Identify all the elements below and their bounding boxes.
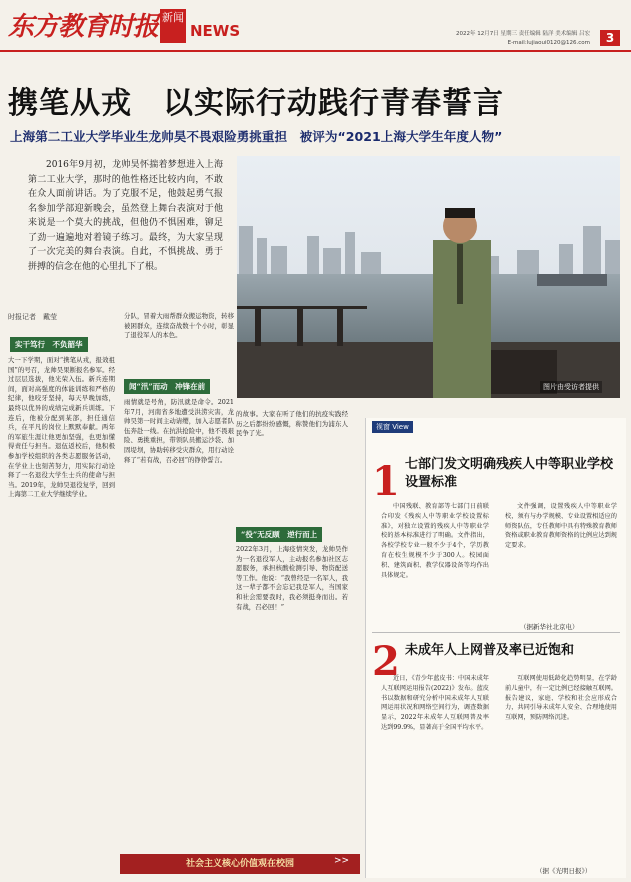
editor-email: E-mail:lujiaoui0120@126.com <box>507 40 590 46</box>
issue-meta <box>330 30 590 48</box>
article-column-1: 大一下学期，面对“携笔从戎，报效祖国”的号召，龙帅昊果断报名参军。经过层层选拔，他光荣入伍。新兵连期间，面对高强度的体能训练和严格的纪律，他咬牙坚持，每天早晚加练，最终以优异的成绩完成新兵训练。下连后，他被分配到某部，担任通信兵，在平凡的岗位上默默奉献。两年的军旅生涯让他更加坚强，也更加懂得责任与担当。退伍返校后，他积极参加学校组织的各类志愿服务活动，在学业上也刻苦努力，用实际行动诠释了一名退役大学生士兵的使命与担当。2019年，龙帅昊退役复学，回到上海第二工业大学继续学业。 <box>8 356 115 499</box>
section-label-en: NEWS <box>190 22 241 40</box>
sidebar-item-1-body-b: 文件强调，设置残疾人中等职业学校，须有与办学规模、专业设置相适应的师资队伍，专任教师中具有特殊教育教师资格或职业教育教师资格的比例应达到规定要求。 <box>505 503 617 550</box>
article-column-3: 2022年3月，上海疫情突发，龙帅昊作为一名退役军人，主动报名参加社区志愿服务，承担核酸检测引导、物资配送等工作。他说：“我曾经是一名军人，我这一辈子都不会忘记我是军人，当国家和社会需要我时，我必须挺身而出。若有战，召必回！” <box>236 545 348 611</box>
masthead-rule <box>0 50 631 52</box>
byline: 时报记者 戴莹 <box>8 313 57 321</box>
issue-date-editors: 2022年 12月7日 星期三 责任编辑 陆洋 美术编辑 吕宏 <box>456 31 590 37</box>
section-label-cn: 新闻 <box>160 9 186 43</box>
article-column-3-top: 的故事。大家在听了他们的抗疫实践经历之后都纷纷感慨，称赞他们为浦东人民争了光。 <box>236 410 348 438</box>
newspaper-logo: 东方教育时报 <box>8 12 159 42</box>
subheadline: 上海第二工业大学毕业生龙帅昊不畏艰险勇挑重担 被评为“2021上海大学生年度人物” <box>10 129 503 144</box>
section-heading-3: “役”无反顾 逆行而上 <box>236 527 322 542</box>
article-column-2: 雨情就是号角，防汛就是命令。2021年7月，河南省多地遭受洪涝灾害，龙帅昊第一时间主动请缨，加入志愿者队伍奔赴一线。在抗洪抢险中，他不畏艰险、勇挑重担，带领队员搬运沙袋、加固堤坝，协助转移受灾群众，用行动诠释了“若有战，召必回”的铮铮誓言。 <box>124 398 234 464</box>
sidebar-item-1-source: （据新华社北京电） <box>520 623 579 631</box>
sidebar-item-2-body-b: 互联网使用低龄化趋势明显，在学龄前儿童中，有一定比例已经接触互联网。报告建议，家庭、学校和社会应形成合力，共同引导未成年人安全、合理地使用互联网，预防网络沉迷。 <box>505 675 617 722</box>
section-heading-1: 实干笃行 不负韶华 <box>10 337 88 352</box>
photo-illustration <box>237 156 620 398</box>
article-photo <box>237 156 620 398</box>
sidebar-item-1-title: 七部门发文明确残疾人中等职业学校设置标准 <box>405 457 614 490</box>
intro-paragraph: 2016年9月初，龙帅昊怀揣着梦想进入上海第二工业大学，那时的他性格还比较内向，不敢在众人面前讲话。为了克服不足，他鼓起勇气报名参加学部迎新晚会，虽然登上舞台表演对于他来说是一个莫大的挑战，但他仍不惧困难，铆足了劲一遍遍地对着镜子练习。最终，为大家呈现了一次完美的舞台表演。自此，不惧挑战、勇于拼搏的信念在他的心里扎下了根。 <box>28 160 223 272</box>
sidebar-item-2-body-a: 近日，《青少年蓝皮书：中国未成年人互联网运用报告(2022)》发布。蓝皮书以数据和研究分析中国未成年人互联网运用状况和网络空间行为，调查数据显示，2022年未成年人互联网普及率达到99.9%，显著高于全国平均水平。 <box>381 675 489 731</box>
sidebar-tag: 视窗 View <box>372 421 413 433</box>
sidebar-item-2-source: （据《光明日报》） <box>536 867 592 875</box>
headline: 携笔从戎 以实际行动践行青春誓言 <box>8 86 504 121</box>
section-heading-2: 闻“汛”而动 冲锋在前 <box>124 379 210 394</box>
sidebar-item-2-title: 未成年人上网普及率已近饱和 <box>405 643 575 658</box>
banner-arrow: >> <box>334 856 350 866</box>
values-banner: 社会主义核心价值观在校园 <box>120 854 360 874</box>
photo-caption: 图片由受访者提供 <box>540 381 602 393</box>
sidebar-item-1-body-a: 中国残联、教育部等七部门日前联合印发《残疾人中等职业学校设置标准》，对独立设置的残疾人中等职业学校的基本标准进行了明确。文件指出，各校学校专业一般不少于4个，学历教育在校生规模不少于300人。校园面积、建筑面积、教学仪器设备等均作出具体规定。 <box>381 503 489 579</box>
item-number-1: 1 <box>372 458 400 505</box>
article-column-2-top: 分队，冒着大雨帮群众搬运物资，转移被困群众，连续奋战数十个小时，彰显了退役军人的本色。 <box>124 312 234 340</box>
sidebar-divider <box>372 632 620 633</box>
item-number-2: 2 <box>372 638 400 685</box>
page-number: 3 <box>600 30 620 46</box>
